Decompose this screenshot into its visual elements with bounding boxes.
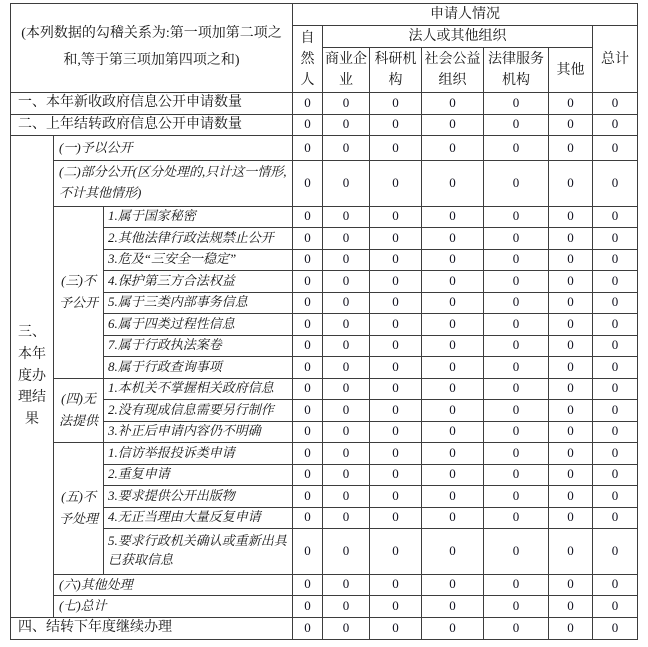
header-org-col-public-welfare: 社会公益组织 [422, 48, 484, 93]
value-cell: 0 [422, 228, 484, 250]
value-cell: 0 [593, 596, 638, 618]
value-cell: 0 [484, 574, 549, 596]
table-row [11, 335, 638, 357]
row-label-cell: (七)总计 [54, 596, 293, 618]
value-cell: 0 [370, 618, 422, 640]
value-cell: 0 [293, 596, 323, 618]
table-row [11, 529, 638, 575]
row-label-cell: 1.属于国家秘密 [104, 206, 293, 228]
value-cell: 0 [323, 378, 370, 400]
value-cell: 0 [293, 249, 323, 271]
value-cell: 0 [323, 443, 370, 465]
value-cell: 0 [293, 228, 323, 250]
value-cell: 0 [370, 314, 422, 336]
table-row [11, 421, 638, 443]
table-row [11, 443, 638, 465]
value-cell: 0 [422, 161, 484, 207]
value-cell: 0 [293, 421, 323, 443]
value-cell: 0 [484, 421, 549, 443]
value-cell: 0 [422, 114, 484, 136]
value-cell: 0 [549, 596, 593, 618]
value-cell: 0 [484, 93, 549, 115]
value-cell: 0 [370, 161, 422, 207]
value-cell: 0 [549, 292, 593, 314]
value-cell: 0 [593, 292, 638, 314]
value-cell: 0 [293, 618, 323, 640]
value-cell: 0 [549, 206, 593, 228]
value-cell: 0 [593, 574, 638, 596]
value-cell: 0 [549, 314, 593, 336]
value-cell: 0 [422, 357, 484, 379]
value-cell: 0 [484, 206, 549, 228]
row-label-cell: (一)予以公开 [54, 136, 293, 161]
report-table [10, 3, 638, 640]
value-cell: 0 [323, 618, 370, 640]
value-cell: 0 [370, 114, 422, 136]
row-label-cell: 3.危及“三安全一稳定” [104, 249, 293, 271]
value-cell: 0 [549, 529, 593, 575]
value-cell: 0 [422, 574, 484, 596]
value-cell: 0 [293, 574, 323, 596]
row-label-cell: (二)部分公开(区分处理的,只计这一情形,不计其他情形) [54, 161, 293, 207]
value-cell: 0 [422, 507, 484, 529]
value-cell: 0 [593, 93, 638, 115]
value-cell: 0 [323, 507, 370, 529]
value-cell: 0 [370, 596, 422, 618]
value-cell: 0 [323, 292, 370, 314]
table-row [11, 400, 638, 422]
table-row [11, 93, 638, 115]
table-row [11, 507, 638, 529]
value-cell: 0 [293, 161, 323, 207]
value-cell: 0 [323, 335, 370, 357]
value-cell: 0 [323, 357, 370, 379]
table-row [11, 292, 638, 314]
header-row-1 [11, 4, 638, 26]
row-label-cell: 3.补正后申请内容仍不明确 [104, 421, 293, 443]
value-cell: 0 [549, 228, 593, 250]
value-cell: 0 [323, 421, 370, 443]
value-cell: 0 [593, 618, 638, 640]
value-cell: 0 [484, 486, 549, 508]
value-cell: 0 [323, 400, 370, 422]
value-cell: 0 [422, 206, 484, 228]
value-cell: 0 [593, 443, 638, 465]
value-cell: 0 [370, 400, 422, 422]
row-label-cell: 2.其他法律行政法规禁止公开 [104, 228, 293, 250]
value-cell: 0 [370, 529, 422, 575]
value-cell: 0 [593, 206, 638, 228]
value-cell: 0 [549, 136, 593, 161]
value-cell: 0 [593, 114, 638, 136]
value-cell: 0 [549, 574, 593, 596]
table-row [11, 574, 638, 596]
side-section-label: 三、本年度办理结果 [11, 136, 54, 618]
value-cell: 0 [293, 486, 323, 508]
row-label-cell: 2.重复申请 [104, 464, 293, 486]
value-cell: 0 [422, 421, 484, 443]
value-cell: 0 [422, 292, 484, 314]
table-body [11, 4, 638, 640]
value-cell: 0 [422, 486, 484, 508]
table-row [11, 206, 638, 228]
table-row [11, 271, 638, 293]
value-cell: 0 [293, 114, 323, 136]
value-cell: 0 [484, 464, 549, 486]
value-cell: 0 [370, 357, 422, 379]
row-label-cell: 8.属于行政查询事项 [104, 357, 293, 379]
value-cell: 0 [293, 206, 323, 228]
value-cell: 0 [422, 529, 484, 575]
value-cell: 0 [323, 228, 370, 250]
value-cell: 0 [549, 271, 593, 293]
value-cell: 0 [370, 271, 422, 293]
value-cell: 0 [593, 161, 638, 207]
value-cell: 0 [422, 249, 484, 271]
value-cell: 0 [549, 161, 593, 207]
value-cell: 0 [323, 596, 370, 618]
value-cell: 0 [593, 378, 638, 400]
value-cell: 0 [549, 443, 593, 465]
value-cell: 0 [370, 486, 422, 508]
header-org-col-other: 其他 [549, 48, 593, 93]
value-cell: 0 [593, 421, 638, 443]
value-cell: 0 [323, 249, 370, 271]
value-cell: 0 [422, 378, 484, 400]
row-label-cell: 四、结转下年度继续办理 [11, 618, 293, 640]
value-cell: 0 [484, 228, 549, 250]
value-cell: 0 [484, 618, 549, 640]
value-cell: 0 [323, 271, 370, 293]
value-cell: 0 [323, 93, 370, 115]
value-cell: 0 [422, 136, 484, 161]
row-label-cell: 5.属于三类内部事务信息 [104, 292, 293, 314]
table-row [11, 249, 638, 271]
table-row [11, 357, 638, 379]
value-cell: 0 [293, 357, 323, 379]
header-natural-person: 自然人 [293, 26, 323, 93]
value-cell: 0 [593, 464, 638, 486]
value-cell: 0 [484, 271, 549, 293]
value-cell: 0 [484, 507, 549, 529]
value-cell: 0 [370, 464, 422, 486]
value-cell: 0 [593, 529, 638, 575]
value-cell: 0 [593, 486, 638, 508]
value-cell: 0 [293, 292, 323, 314]
value-cell: 0 [593, 249, 638, 271]
value-cell: 0 [484, 114, 549, 136]
value-cell: 0 [422, 335, 484, 357]
value-cell: 0 [549, 464, 593, 486]
value-cell: 0 [293, 443, 323, 465]
value-cell: 0 [484, 357, 549, 379]
value-cell: 0 [484, 314, 549, 336]
value-cell: 0 [422, 618, 484, 640]
table-row [11, 136, 638, 161]
value-cell: 0 [293, 93, 323, 115]
row-label-cell: (三)不予公开 [54, 206, 104, 378]
value-cell: 0 [293, 464, 323, 486]
row-label-cell: 2.没有现成信息需要另行制作 [104, 400, 293, 422]
row-label-cell: 一、本年新收政府信息公开申请数量 [11, 93, 293, 115]
value-cell: 0 [323, 464, 370, 486]
header-org-col-research: 科研机构 [370, 48, 422, 93]
value-cell: 0 [593, 314, 638, 336]
value-cell: 0 [484, 335, 549, 357]
value-cell: 0 [422, 271, 484, 293]
table-row [11, 378, 638, 400]
value-cell: 0 [593, 335, 638, 357]
value-cell: 0 [484, 378, 549, 400]
value-cell: 0 [549, 357, 593, 379]
value-cell: 0 [484, 136, 549, 161]
value-cell: 0 [422, 314, 484, 336]
value-cell: 0 [422, 596, 484, 618]
value-cell: 0 [549, 114, 593, 136]
value-cell: 0 [484, 400, 549, 422]
value-cell: 0 [593, 271, 638, 293]
value-cell: 0 [293, 529, 323, 575]
row-label-cell: (五)不予处理 [54, 443, 104, 575]
row-label-cell: (六)其他处理 [54, 574, 293, 596]
value-cell: 0 [370, 228, 422, 250]
value-cell: 0 [370, 292, 422, 314]
value-cell: 0 [422, 400, 484, 422]
value-cell: 0 [323, 314, 370, 336]
value-cell: 0 [370, 335, 422, 357]
value-cell: 0 [484, 292, 549, 314]
value-cell: 0 [549, 618, 593, 640]
value-cell: 0 [370, 136, 422, 161]
value-cell: 0 [549, 421, 593, 443]
value-cell: 0 [370, 378, 422, 400]
header-org-col-commercial: 商业企业 [323, 48, 370, 93]
value-cell: 0 [549, 378, 593, 400]
value-cell: 0 [484, 443, 549, 465]
value-cell: 0 [323, 206, 370, 228]
value-cell: 0 [293, 271, 323, 293]
value-cell: 0 [293, 335, 323, 357]
value-cell: 0 [422, 464, 484, 486]
table-row [11, 618, 638, 640]
header-total: 总计 [593, 26, 638, 93]
value-cell: 0 [549, 507, 593, 529]
value-cell: 0 [323, 529, 370, 575]
value-cell: 0 [484, 596, 549, 618]
row-label-cell: 3.要求提供公开出版物 [104, 486, 293, 508]
value-cell: 0 [370, 443, 422, 465]
row-label-cell: 4.无正当理由大量反复申请 [104, 507, 293, 529]
header-org-col-legal-service: 法律服务机构 [484, 48, 549, 93]
value-cell: 0 [549, 400, 593, 422]
header-legal-org-group: 法人或其他组织 [323, 26, 593, 48]
value-cell: 0 [549, 335, 593, 357]
row-label-cell: 二、上年结转政府信息公开申请数量 [11, 114, 293, 136]
corner-note: (本列数据的勾稽关系为:第一项加第二项之和,等于第三项加第四项之和) [11, 4, 293, 93]
value-cell: 0 [323, 114, 370, 136]
value-cell: 0 [593, 228, 638, 250]
row-label-cell: 4.保护第三方合法权益 [104, 271, 293, 293]
value-cell: 0 [293, 136, 323, 161]
value-cell: 0 [593, 136, 638, 161]
row-label-cell: 1.信访举报投诉类申请 [104, 443, 293, 465]
table-row [11, 161, 638, 207]
value-cell: 0 [323, 161, 370, 207]
value-cell: 0 [549, 93, 593, 115]
value-cell: 0 [422, 93, 484, 115]
value-cell: 0 [370, 93, 422, 115]
value-cell: 0 [549, 249, 593, 271]
value-cell: 0 [484, 161, 549, 207]
value-cell: 0 [323, 486, 370, 508]
value-cell: 0 [593, 507, 638, 529]
value-cell: 0 [293, 400, 323, 422]
row-label-cell: 7.属于行政执法案卷 [104, 335, 293, 357]
value-cell: 0 [370, 507, 422, 529]
table-row [11, 114, 638, 136]
value-cell: 0 [293, 314, 323, 336]
value-cell: 0 [293, 378, 323, 400]
value-cell: 0 [370, 421, 422, 443]
value-cell: 0 [484, 249, 549, 271]
value-cell: 0 [293, 507, 323, 529]
value-cell: 0 [484, 529, 549, 575]
table-row [11, 464, 638, 486]
value-cell: 0 [593, 400, 638, 422]
value-cell: 0 [593, 357, 638, 379]
table-row [11, 596, 638, 618]
value-cell: 0 [370, 206, 422, 228]
value-cell: 0 [422, 443, 484, 465]
value-cell: 0 [370, 574, 422, 596]
table-row [11, 486, 638, 508]
row-label-cell: 1.本机关不掌握相关政府信息 [104, 378, 293, 400]
header-applicant-type: 申请人情况 [293, 4, 638, 26]
table-row [11, 228, 638, 250]
table-row [11, 314, 638, 336]
value-cell: 0 [323, 136, 370, 161]
row-label-cell: 5.要求行政机关确认或重新出具已获取信息 [104, 529, 293, 575]
value-cell: 0 [370, 249, 422, 271]
row-label-cell: (四)无法提供 [54, 378, 104, 443]
value-cell: 0 [323, 574, 370, 596]
row-label-cell: 6.属于四类过程性信息 [104, 314, 293, 336]
value-cell: 0 [549, 486, 593, 508]
